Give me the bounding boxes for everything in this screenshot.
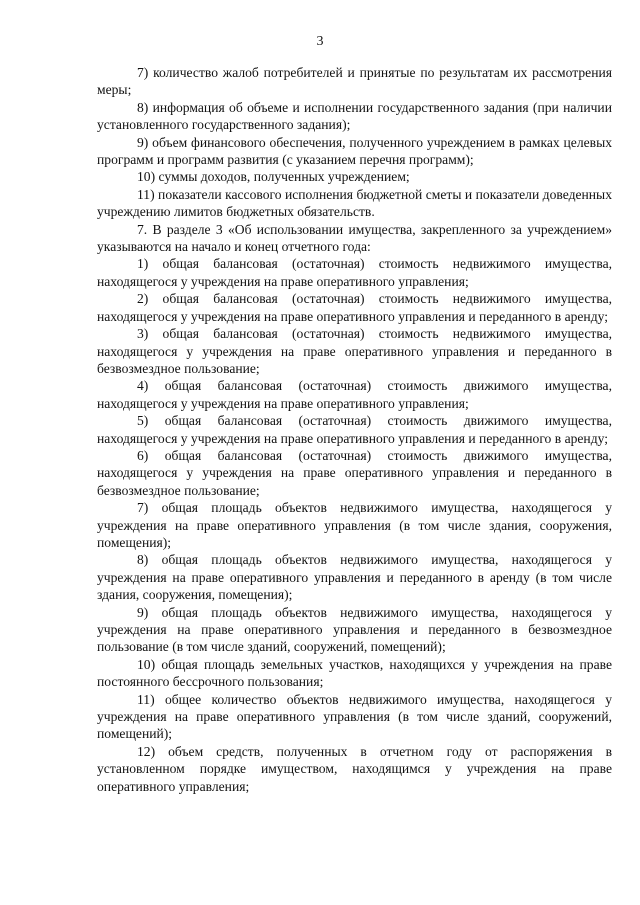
paragraph-property-item-12: 12) объем средств, полученных в отчетном году от распоряжения в установленном порядке имуществом, находящимся у учреждения на праве оперативного управления; [97, 743, 612, 794]
paragraph-section-3-heading: 7. В разделе 3 «Об использовании имущества, закрепленного за учреждением» указываются на начало и конец отчетного года: [97, 221, 612, 255]
paragraph-item-11-cash-execution: 11) показатели кассового исполнения бюджетной сметы и показатели доведенных учреждению лимитов бюджетных обязательств. [97, 186, 612, 220]
document-body [97, 64, 612, 795]
paragraph-item-8-state-assignment: 8) информация об объеме и исполнении государственного задания (при наличии установленного государственного задания); [97, 99, 612, 133]
paragraph-item-7-complaints: 7) количество жалоб потребителей и принятые по результатам их рассмотрения меры; [97, 65, 612, 98]
paragraph-property-item-7: 7) общая площадь объектов недвижимого имущества, находящегося у учреждения на праве оперативного управления (в том числе здания, сооружения, помещения); [97, 500, 612, 550]
paragraph-property-item-3: 3) общая балансовая (остаточная) стоимость недвижимого имущества, находящегося у учреждения на праве оперативного управления и переданного в безвозмездное пользование; [97, 326, 612, 376]
paragraph-property-item-11: 11) общее количество объектов недвижимого имущества, находящегося у учреждения на праве оперативного управления (в том числе зданий, сооружений, помещений); [97, 691, 612, 742]
page-number: 3 [316, 34, 324, 49]
paragraph-property-item-2: 2) общая балансовая (остаточная) стоимость недвижимого имущества, находящегося у учреждения на праве оперативного управления и переданного в аренду; [97, 291, 612, 324]
paragraph-item-9-financing: 9) объем финансового обеспечения, полученного учреждением в рамках целевых программ и программ развития (с указанием перечня программ); [97, 134, 612, 168]
paragraph-property-item-4: 4) общая балансовая (остаточная) стоимость движимого имущества, находящегося у учреждения на праве оперативного управления; [97, 378, 612, 411]
paragraph-property-item-8: 8) общая площадь объектов недвижимого имущества, находящегося у учреждения на праве оперативного управления и переданного в аренду (в том числе здания, сооружения, помещения); [97, 552, 612, 603]
paragraph-property-item-1: 1) общая балансовая (остаточная) стоимость недвижимого имущества, находящегося у учреждения на праве оперативного управления; [97, 256, 612, 289]
paragraph-item-10-income: 10) суммы доходов, полученных учреждением; [137, 169, 410, 185]
paragraph-property-item-5: 5) общая балансовая (остаточная) стоимость движимого имущества, находящегося у учреждения на праве оперативного управления и переданного в аренду; [97, 413, 612, 446]
paragraph-property-item-9: 9) общая площадь объектов недвижимого имущества, находящегося у учреждения на праве оперативного управления и переданного в безвозмездное пользование (в том числе зданий, сооружений, помещений); [97, 604, 612, 655]
paragraph-property-item-6: 6) общая балансовая (остаточная) стоимость движимого имущества, находящегося у учреждения на праве оперативного управления и переданного в безвозмездное пользование; [97, 447, 612, 498]
paragraph-property-item-10: 10) общая площадь земельных участков, находящихся у учреждения на праве постоянного бессрочного пользования; [97, 656, 612, 690]
